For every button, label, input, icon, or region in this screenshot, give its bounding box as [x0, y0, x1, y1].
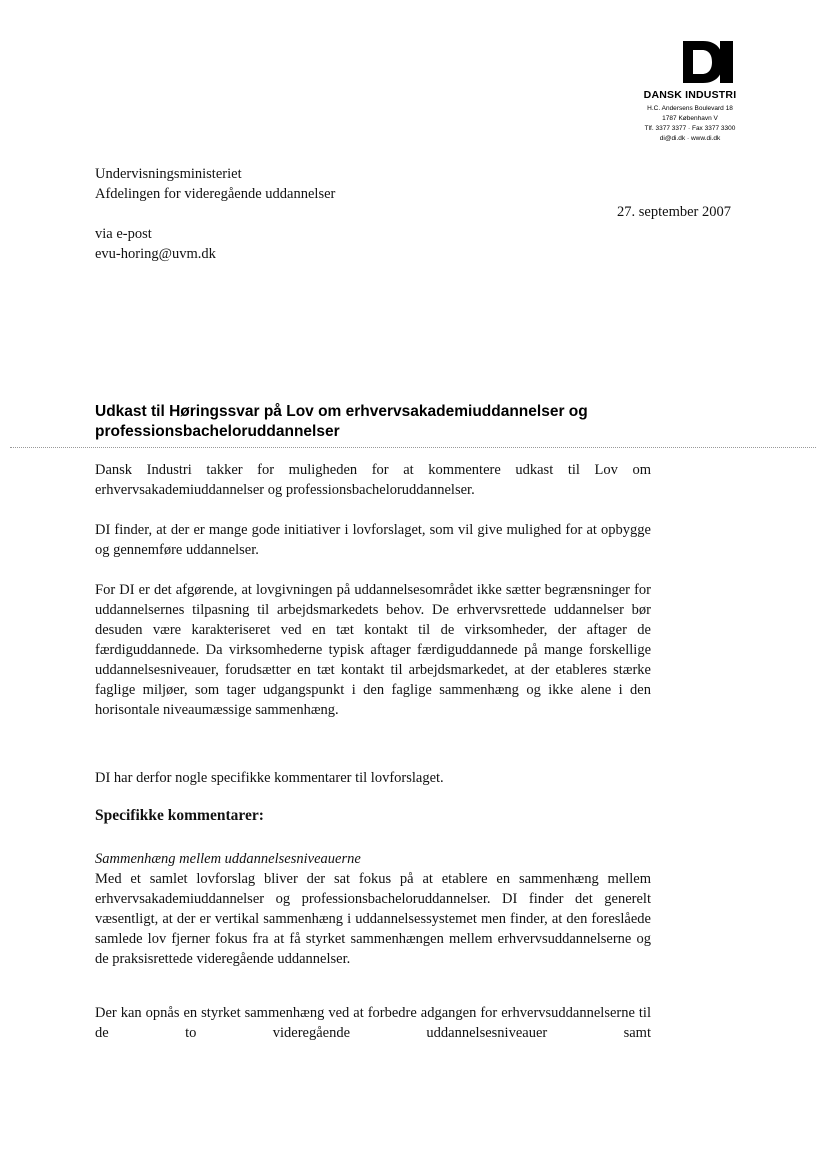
paragraph-intro [95, 460, 651, 500]
paragraph-text: DI finder, at der er mange gode initiativer i lovforslaget, som vil give mulighed for at opbygge og gennemføre uddannelser. [95, 522, 651, 558]
paragraph-initiatives [95, 520, 651, 560]
di-logo [683, 41, 733, 83]
company-address-street: H.C. Andersens Boulevard 18 [647, 105, 733, 112]
paragraph-text: Dansk Industri takker for muligheden for at kommentere udkast til Lov om erhvervsakademiuddannelser og professionsbacheloruddannelser. [95, 462, 651, 498]
recipient-name: Undervisningsministeriet [95, 166, 242, 182]
company-email-web: di@di.dk · www.di.dk [659, 135, 721, 142]
letter-date: 27. september 2007 [617, 204, 731, 220]
paragraph-text: For DI er det afgørende, at lovgivningen på uddannelsesområdet ikke sætter begrænsninger for uddannelsernes tilpasning til arbejdsmarkedets behov. De erhvervsrettede uddannelser bør desuden være karakteriseret ved en tæt kontakt til de virksomheder, der aftager de færdiguddannede. Da virksomhederne typisk aftager færdiguddannede på mange forskellige uddannelsesniveauer, forudsætter en tæt kontakt til arbejdsmarkedet, at der etableres stærke faglige miljøer, som tager udgangspunkt i den faglige sammenhæng og ikke alene i den horisontale niveaumæssige sammenhæng. [95, 582, 651, 718]
paragraph-access [95, 1003, 651, 1043]
paragraph-text: DI har derfor nogle specifikke kommentarer til lovforslaget. [95, 770, 444, 786]
paragraph-coherence [95, 849, 651, 969]
company-phone-fax: Tlf. 3377 3377 · Fax 3377 3300 [644, 125, 736, 132]
company-address-city: 1787 København V [662, 115, 718, 122]
paragraph-comments-intro [95, 768, 651, 788]
delivery-method: via e-post [95, 226, 152, 242]
letter-subject: Udkast til Høringssvar på Lov om erhvervsakademiuddannelser og professionsbacheloruddannelser [95, 403, 588, 440]
paragraph-text: Med et samlet lovforslag bliver der sat fokus på at etablere en sammenhæng mellem erhvervsakademiuddannelser og professionsbacheloruddannelser. DI finder det generelt væsentligt, at der er vertikal sammenhæng i uddannelsessystemet men finder, at den foreslåede samlede lov fjerner fokus fra at få styrket sammenhængen mellem erhvervsuddannelserne og de praksisrettede videregående uddannelser. [95, 871, 651, 967]
company-name: DANSK INDUSTRI [643, 89, 737, 101]
divider [10, 447, 816, 448]
paragraph-text: Der kan opnås en styrket sammenhæng ved at forbedre adgangen for erhvervsuddannelserne til de to videregående uddannelsesniveauer samt [95, 1005, 651, 1041]
sub-heading: Sammenhæng mellem uddannelsesniveauerne [95, 851, 361, 867]
recipient-email: evu-horing@uvm.dk [95, 246, 216, 262]
section-heading: Specifikke kommentarer: [95, 807, 264, 824]
recipient-department: Afdelingen for videregående uddannelser [95, 186, 336, 202]
paragraph-labour-market [95, 580, 651, 720]
